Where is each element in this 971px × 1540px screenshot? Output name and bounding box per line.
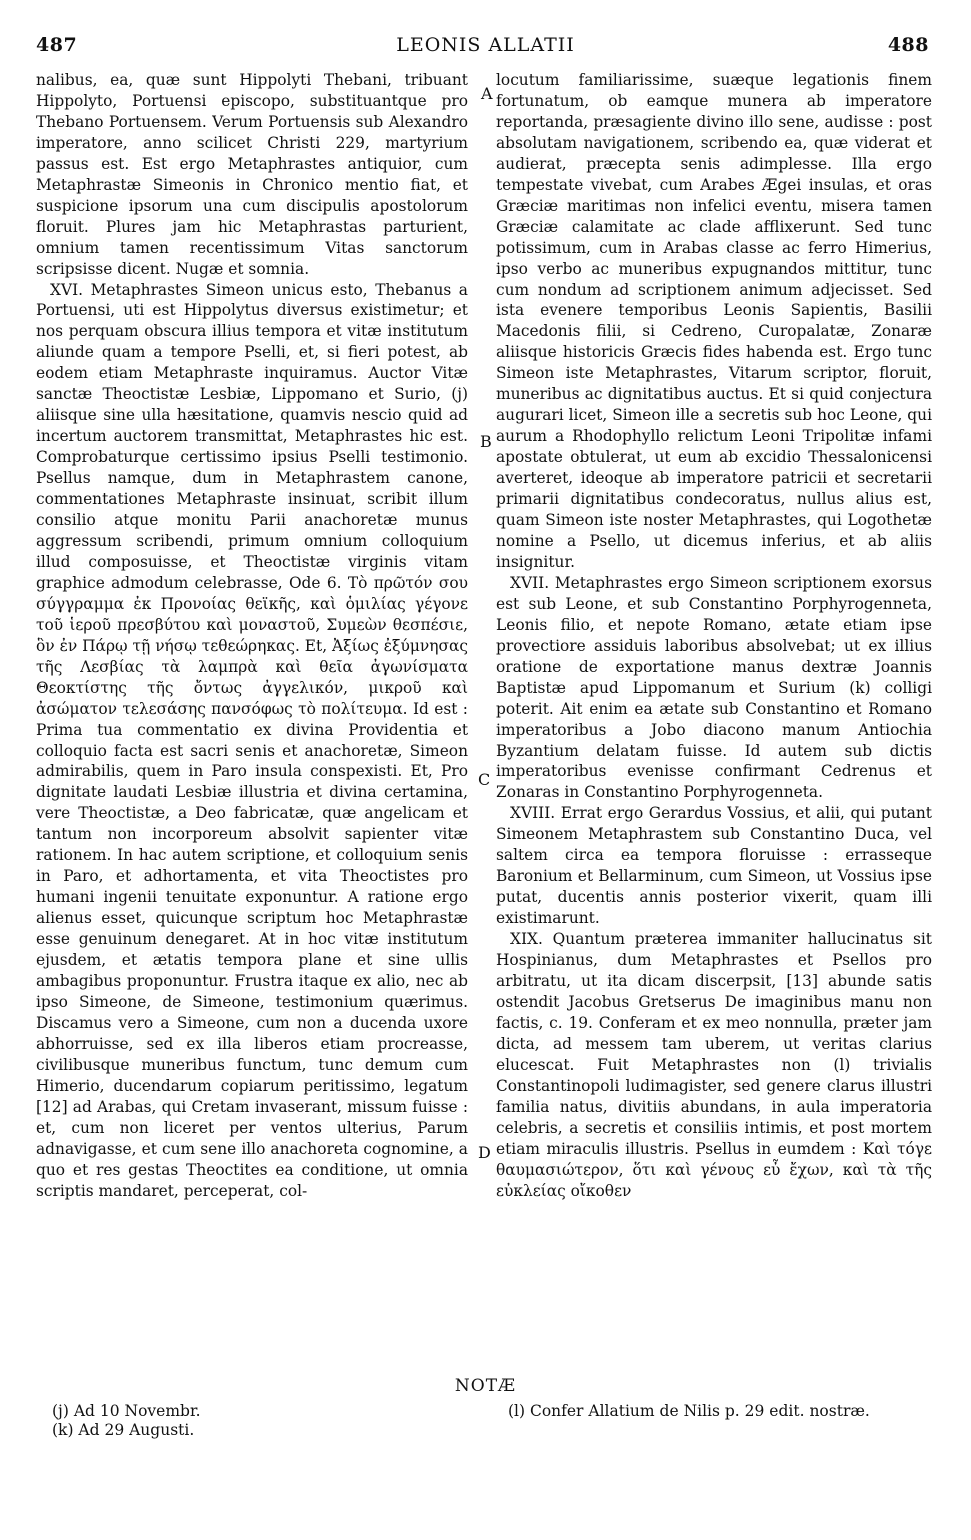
margin-marker-a: A (481, 84, 493, 103)
footnote-k: (k) Ad 29 Augusti. (52, 1421, 195, 1439)
margin-marker-c: C (478, 770, 491, 789)
footnotes-left (52, 1402, 452, 1440)
right-column (496, 70, 932, 1201)
paragraph-right-1: locutum familiarissime, suæque legationis finem fortunatum, ob eamque munera ab imperatore reportanda, præsagiente divino illo sene, audisse : post absolutam navigationem, scribendo ea, quæ viderat et audierat, præcepta senis adimplesse. Illa ergo tempestate vivebat, cum Arabes Ægei insulas, et oras Græciæ maritimas non infelici eventu, misera tamen Græciæ calamitate ac clade afflixerunt. Sed tunc potissimum, cum in Arabas classe ac ferro Himerius, ipso verbo ac muneribus expugnandos mittitur, tunc cum nondum ad scriptionem animum adjecisset. Sed ista evenere temporibus Leonis Sapientis, Basilii Macedonis filii, si Cedreno, Curopalatæ, Zonaræ aliisque historicis Græcis fides habenda est. Ergo tunc Simeon iste Metaphrastes, Vitarum scriptor, floruit, muneribus ac dignitatibus auctus. Et si quid conjectura augurari licet, Simeon ille a secretis sub hoc Leone, qui aurum a Rhodophyllo relictum Leoni Tripolitæ infami apostate obtulerat, ut eum ab excidio Thessalonicensi averteret, ideoque ab imperatore patricii et secretarii primarii dignitatibus condecoratus, nullus alius est, quam Simeon iste noster Metaphrastes, qui Logothetæ nomine a Psello, ut dicemus inferius, et ab aliis insignitur. (496, 71, 932, 571)
notes-heading: NOTÆ (454, 1376, 517, 1396)
footnote-j: (j) Ad 10 Novembr. (52, 1402, 201, 1420)
paragraph-left-1: nalibus, ea, quæ sunt Hippolyti Thebani, tribuant Hippolyto, Portuensi episcopo, substituantque pro Thebano Portuensem. Verum Portuensis sub Alexandro imperatore, anno scilicet Christi 229, martyrium passus est. Est ergo Metaphrastes antiquior, cum Metaphrastæ Simeonis in Chronico mentio fiat, et suspicione ipsorum una cum discipulis apostolorum floruit. Plures jam hic Metaphrastas parturient, omnium tamen recentissimum Vitas sanctorum scripsisse dicent. Nugæ et somnia. (36, 71, 468, 278)
page-number-right: 488 (887, 34, 929, 56)
footnotes-right (508, 1402, 938, 1421)
paragraph-right-2: XVII. Metaphrastes ergo Simeon scriptionem exorsus est sub Leone, et sub Constantino Porphyrogenneta, Leonis filio, et nepote Romano, ætate etiam ipse provectiore assiduis laboribus absolvebat; ut ex illius oratione de exportatione manus dextræ Joannis Baptistæ apud Lippomanum et Surium (k) colligi poterit. Ait enim ea ætate sub Constantino et Romano imperatoribus a Jobo diacono manum Antiochia Byzantium delatam fuisse. Id autem sub dictis imperatoribus evenisse confirmant Cedrenus et Zonaras in Constantino Porphyrogenneta. (496, 573, 932, 802)
page-number-left: 487 (36, 34, 78, 56)
margin-marker-d: D (478, 1143, 491, 1162)
margin-marker-b: B (480, 432, 492, 451)
paragraph-right-3: XVIII. Errat ergo Gerardus Vossius, et alii, qui putant Simeonem Metaphrastem sub Constantino Duca, vel saltem circa ea tempora floruisse : errasseque Baronium et Bellarminum, cum Simeon, ut Vossius ipse putat, ducentis annis posterior vixerit, quam illi existimarunt. (496, 804, 932, 928)
left-column (36, 70, 468, 1201)
paragraph-right-4: XIX. Quantum præterea immaniter hallucinatus sit Hospinianus, dum Metaphrastes et Psellos pro arbitratu, ut ita dicam discerpsit, [13] abunde satis ostendit Jacobus Gretserus De imaginibus manu non factis, c. 19. Conferam et ex meo nonnulla, præter jam dicta, ad messem tam uberem, ut veritas clarius elucescat. Fuit Metaphrastes non (l) trivialis Constantinopoli ludimagister, sed genere clarus illustri familia natus, divitiis abundans, in aula imperatoria celebris, a secretis et consiliis intimis, et post mortem etiam miraculis illustris. Psellus in eumdem : Καὶ τόγε θαυμασιώτερον, ὅτι καὶ γένους εὖ ἔχων, καὶ τὰ τῆς εὐκλείας οἴκοθεν (496, 930, 932, 1200)
footnote-l: (l) Confer Allatium de Nilis p. 29 edit. nostræ. (508, 1402, 870, 1420)
paragraph-left-2: XVI. Metaphrastes Simeon unicus esto, Thebanus a Portuensi, uti est Hippolytus diversus existimetur; et nos perquam obscura illius tempora et vitæ institutum aliunde quam a tempore Pselli, et, si fieri potest, ab eodem etiam Metaphraste inquiramus. Auctor Vitæ sanctæ Theoctistæ Lesbiæ, Lippomano et Surio, (j) aliisque sine ulla hæsitatione, quamvis nescio quid ad incertum auctorem transmittat, Metaphrastes hic est. Comprobaturque certissimo ipsius Pselli testimonio. Psellus namque, dum in Metaphrastem canone, commentationes Metaphraste insinuat, scribit illum consilio atque monitu Parii anachoretæ munus aggressum scribendi, primum omnium colloquium illud composuisse, et Theoctistæ virginis vitam graphice admodum celebrasse, Ode 6. Τὸ πρῶτόν σου σύγγραμμα ἐκ Προνοίας θεϊκῆς, καὶ ὁμιλίας γέγονε τοῦ ἱεροῦ πρεσβύτου καὶ μοναστοῦ, Συμεὼν θεσπέσιε, ὃν ἐν Πάρῳ τῇ νήσῳ τεθεώρηκας. Et, Ἀξίως ἐξύμνησας τῆς Λεσβίας τὰ λαμπρὰ καὶ θεῖα ἀγωνίσματα Θεοκτίστης τῆς ὄντως ἀγγελικόν, μικροῦ καὶ ἀσώματον τελεσάσης πανσόφως τὸ πολίτευμα. Id est : Prima tua commentatio ex divina Providentia et colloquio facta est sacri senis et anachoretæ, Simeon admirabilis, quem in Paro insula conspexisti. Et, Pro dignitate laudati Lesbiæ illustria et divina certamina, vere Theoctistæ, a Deo fabricatæ, quæ angelicam et tantum non incorporeum absolvit sapienter vitæ rationem. In hac autem scriptione, et colloquium senis in Paro, et adhortamenta, et vita Theoctistes pro humani ingenii tenuitate exponuntur. A ratione ergo alienus esset, quicunque scriptum hoc Metaphrastæ esse genuinum denegaret. At in hoc vitæ institutum ejusdem, et ætatis tempora plane et sine ullis ambagibus proponuntur. Frustra itaque ex alio, nec ab ipso Simeone, de Simeone, testimonium quærimus. Discamus vero a Simeone, cum non a ducenda uxore abhorruisse, sed ex illa liberos etiam procreasse, civilibusque muneribus functum, tunc demum cum Himerio, ducendarum copiarum peritissimo, legatum [12] ad Arabas, qui Cretam invaserant, missum fuisse : et, cum non liceret per ventos ulterius, Parum adnavigasse, et cum sene illo anachoreta cognomine, a quo et res gestas Theoctites ea conditione, ut omnia scriptis mandaret, perceperat, col- (36, 280, 468, 1200)
running-title: LEONIS ALLATII (396, 34, 575, 56)
